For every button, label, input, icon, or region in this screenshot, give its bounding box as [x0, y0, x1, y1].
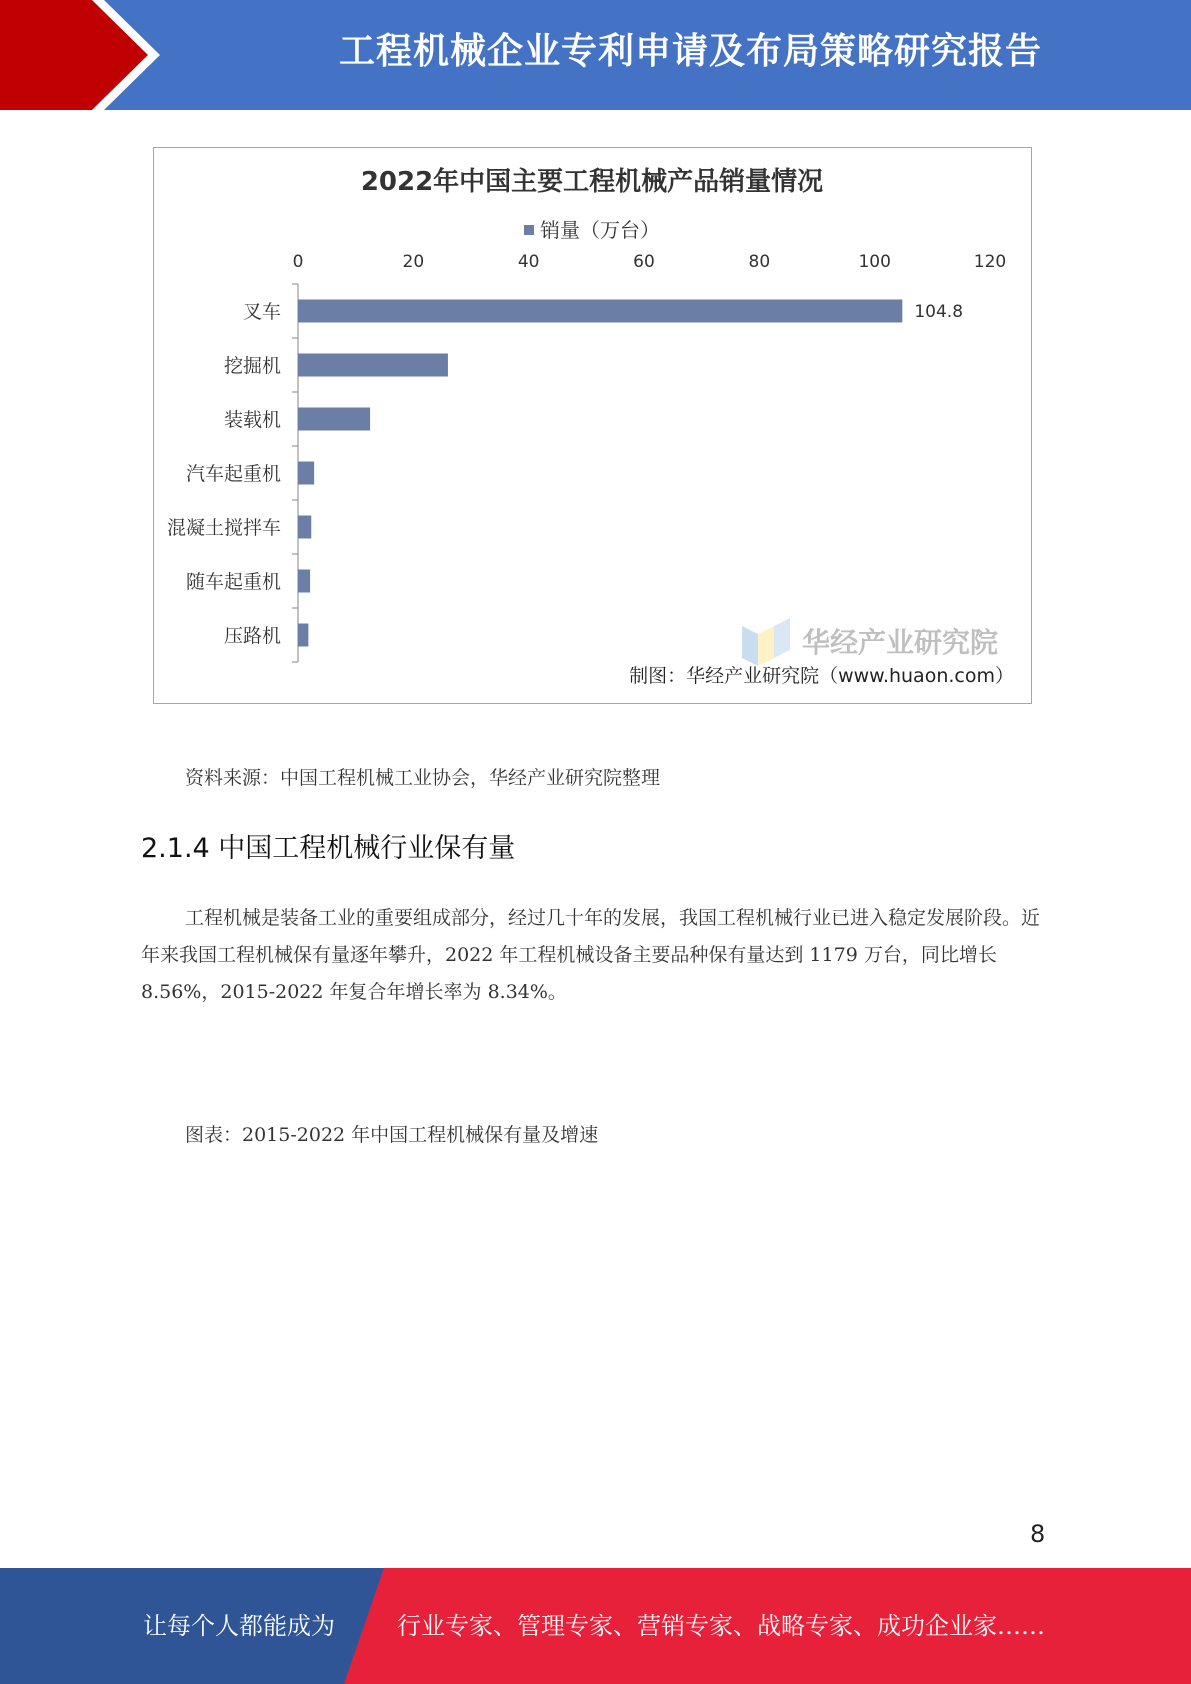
- x-tick-label: 80: [748, 252, 771, 272]
- chart-canvas: [154, 148, 1031, 703]
- bar: [298, 516, 311, 539]
- category-labels: [167, 301, 281, 647]
- x-tick-label: 120: [973, 252, 1007, 272]
- watermark-logo: [742, 618, 790, 666]
- category-label: 叉车: [242, 301, 281, 323]
- data-label: 104.8: [914, 302, 964, 322]
- x-tick-label: 20: [402, 252, 425, 272]
- bar: [298, 570, 310, 593]
- category-label: 装载机: [223, 409, 281, 431]
- bar: [298, 354, 448, 377]
- footer-slogan-left: 让每个人都能成为: [143, 1612, 335, 1640]
- report-title: 工程机械企业专利申请及布局策略研究报告: [338, 31, 1042, 72]
- x-tick-label: 40: [517, 252, 540, 272]
- bar: [298, 462, 314, 485]
- x-tick-label: 60: [633, 252, 655, 272]
- legend-label: 销量（万台）: [540, 218, 660, 242]
- bar: [298, 624, 308, 647]
- source-note: 资料来源：中国工程机械工业协会，华经产业研究院整理: [185, 767, 661, 789]
- page-header: [0, 0, 1191, 110]
- legend-swatch: [524, 225, 534, 235]
- data-labels: [914, 302, 963, 322]
- x-tick-label: 0: [292, 252, 304, 272]
- header-chevron-decoration: [0, 0, 160, 110]
- section-heading: 2.1.4 中国工程机械行业保有量: [141, 833, 516, 864]
- chart-title: 2022年中国主要工程机械产品销量情况: [360, 167, 824, 197]
- category-label: 压路机: [223, 625, 281, 647]
- page-footer: [0, 1568, 1191, 1684]
- sales-bar-chart: [153, 147, 1032, 704]
- footer-slogan-right: 行业专家、管理专家、营销专家、战略专家、成功企业家……: [397, 1612, 1045, 1640]
- bar-series: [298, 300, 902, 647]
- category-label: 挖掘机: [223, 355, 281, 377]
- x-tick-label: 100: [858, 252, 891, 272]
- page-number: 8: [1030, 1520, 1046, 1548]
- bar: [298, 408, 370, 431]
- watermark-text: 华经产业研究院: [802, 626, 999, 659]
- x-axis-ticks: [293, 252, 1007, 272]
- chart-credit: 制图：华经产业研究院（www.huaon.com）: [629, 665, 1014, 687]
- category-label: 随车起重机: [185, 571, 281, 593]
- category-label: 汽车起重机: [185, 463, 281, 485]
- bar: [298, 300, 902, 323]
- figure-caption: 图表：2015-2022 年中国工程机械保有量及增速: [185, 1124, 599, 1146]
- category-label: 混凝土搅拌车: [166, 517, 281, 539]
- body-paragraph: 工程机械是装备工业的重要组成部分，经过几十年的发展，我国工程机械行业已进入稳定发展阶段。近年来我国工程机械保有量逐年攀升，2022 年工程机械设备主要品种保有量达到 1179 万台，同比增长 8.56%，2015-2022 年复合年增长率为 8.34%。: [141, 907, 1041, 1003]
- y-axis-tick-marks: [292, 284, 298, 662]
